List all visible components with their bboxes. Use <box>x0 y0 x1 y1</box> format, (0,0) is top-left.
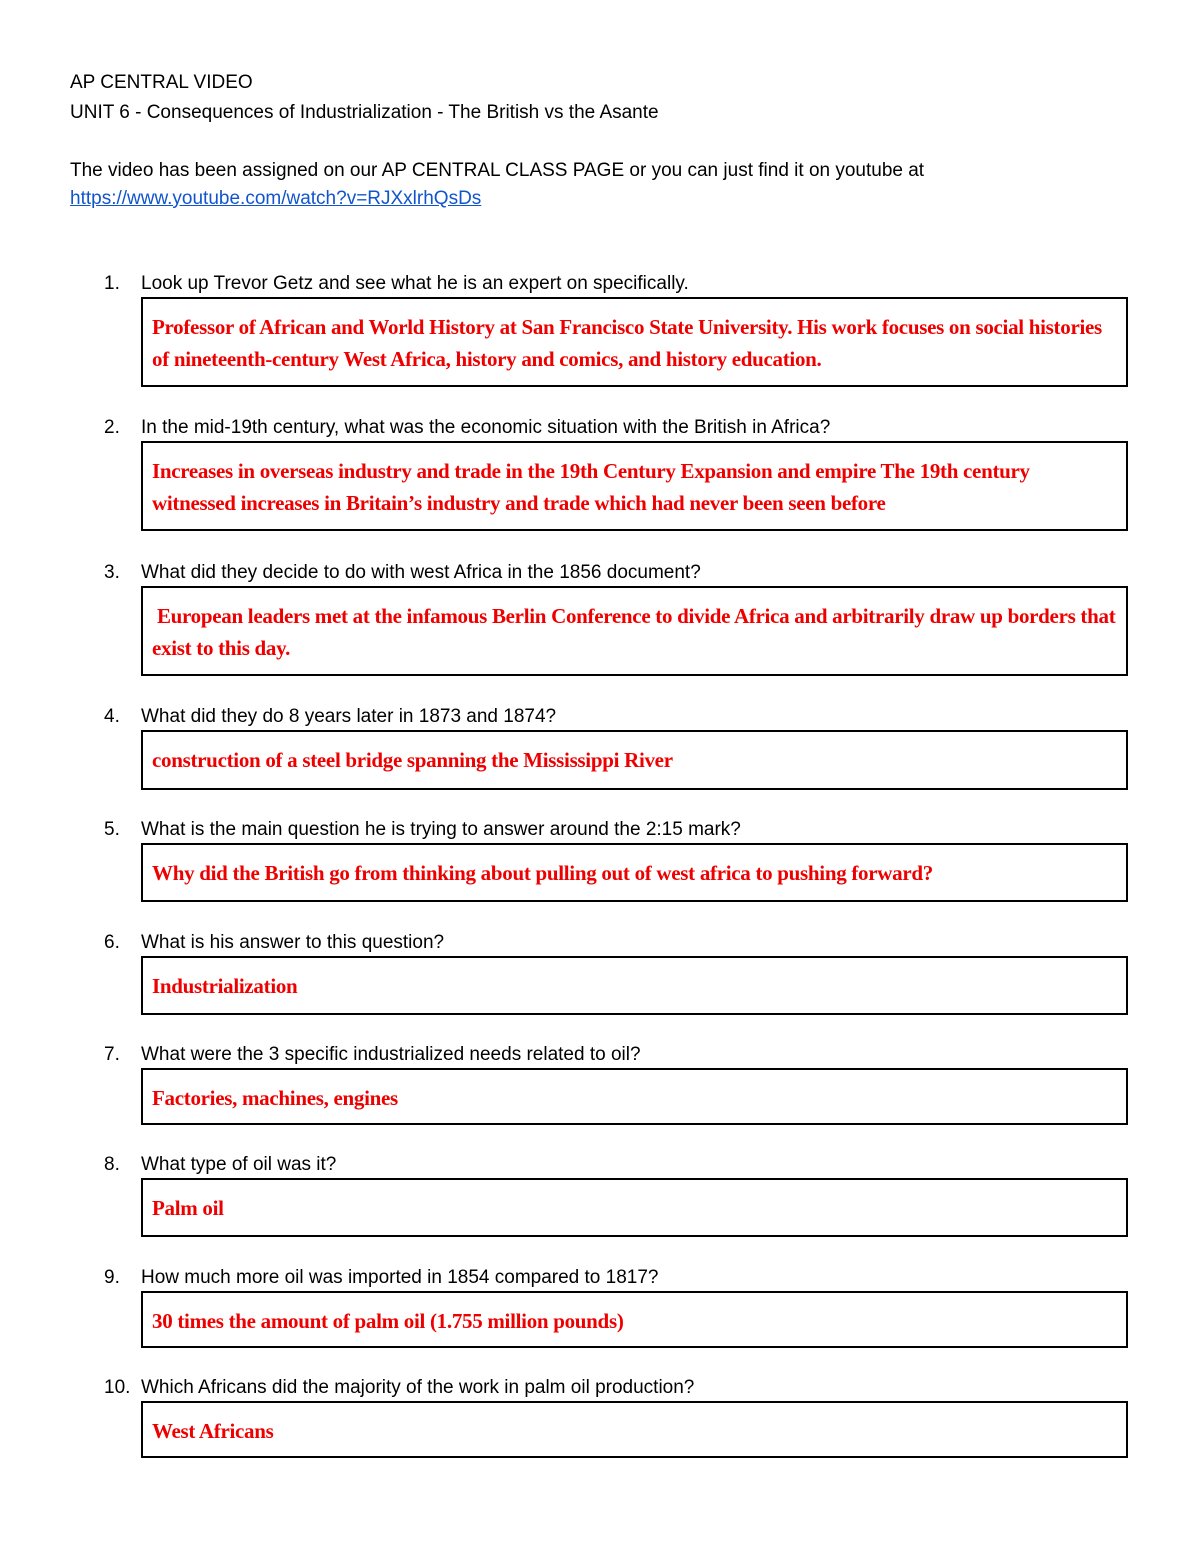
answer-text: 30 times the amount of palm oil (1.755 million pounds) <box>152 1309 624 1333</box>
question-number: 10. <box>104 1377 131 1398</box>
question-number: 6. <box>104 932 120 953</box>
question-number: 1. <box>104 273 120 294</box>
document-title: AP CENTRAL VIDEO <box>70 72 253 93</box>
question-text: How much more oil was imported in 1854 compared to 1817? <box>141 1267 659 1288</box>
answer-text: Why did the British go from thinking about pulling out of west africa to pushing forward? <box>152 861 933 885</box>
question-text: In the mid-19th century, what was the economic situation with the British in Africa? <box>141 417 831 438</box>
answer-box-6 <box>141 956 1128 1015</box>
question-number: 9. <box>104 1267 120 1288</box>
answer-text: Industrialization <box>152 974 298 998</box>
question-text: Which Africans did the majority of the work in palm oil production? <box>141 1377 695 1398</box>
answer-box-2 <box>141 441 1128 531</box>
intro-paragraph <box>70 157 1130 213</box>
question-2 <box>104 416 830 440</box>
question-text: What type of oil was it? <box>141 1154 337 1175</box>
answer-box-8 <box>141 1178 1128 1237</box>
youtube-link[interactable]: https://www.youtube.com/watch?v=RJXxlrhQsDs <box>70 188 482 209</box>
answer-text: European leaders met at the infamous Berlin Conference to divide Africa and arbitrarily draw up borders that exist to this day. <box>152 604 1121 660</box>
question-text: Look up Trevor Getz and see what he is an expert on specifically. <box>141 273 689 294</box>
question-8 <box>104 1153 336 1177</box>
question-4 <box>104 705 556 729</box>
answer-text: Factories, machines, engines <box>152 1086 398 1110</box>
question-number: 3. <box>104 562 120 583</box>
answer-box-9 <box>141 1291 1128 1348</box>
question-number: 8. <box>104 1154 120 1175</box>
intro-text: The video has been assigned on our AP CENTRAL CLASS PAGE or you can just find it on youtube at <box>70 160 925 181</box>
unit-subtitle: UNIT 6 - Consequences of Industrialization - The British vs the Asante <box>70 102 659 123</box>
question-5 <box>104 818 741 842</box>
question-3 <box>104 561 701 585</box>
question-1 <box>104 272 689 296</box>
answer-box-3 <box>141 586 1128 676</box>
question-7 <box>104 1043 641 1067</box>
answer-box-1 <box>141 297 1128 387</box>
answer-box-5 <box>141 843 1128 902</box>
question-10 <box>104 1376 694 1400</box>
answer-text: Palm oil <box>152 1196 224 1220</box>
question-text: What is his answer to this question? <box>141 932 445 953</box>
answer-box-4 <box>141 730 1128 790</box>
answer-text: West Africans <box>152 1419 274 1443</box>
question-text: What were the 3 specific industrialized needs related to oil? <box>141 1044 641 1065</box>
answer-box-7 <box>141 1068 1128 1125</box>
question-6 <box>104 931 444 955</box>
answer-box-10 <box>141 1401 1128 1458</box>
question-9 <box>104 1266 659 1290</box>
question-number: 7. <box>104 1044 120 1065</box>
question-text: What is the main question he is trying to answer around the 2:15 mark? <box>141 819 741 840</box>
answer-text: construction of a steel bridge spanning the Mississippi River <box>152 748 673 772</box>
question-text: What did they do 8 years later in 1873 and 1874? <box>141 706 557 727</box>
answer-text: Professor of African and World History at San Francisco State University. His work focuses on social histories of nineteenth-century West Africa, history and comics, and history education. <box>152 315 1102 371</box>
question-text: What did they decide to do with west Africa in the 1856 document? <box>141 562 701 583</box>
question-number: 2. <box>104 417 120 438</box>
question-number: 5. <box>104 819 120 840</box>
question-number: 4. <box>104 706 120 727</box>
answer-text: Increases in overseas industry and trade in the 19th Century Expansion and empire The 19th century witnessed increases in Britain’s industry and trade which had never been seen before <box>152 459 1030 515</box>
